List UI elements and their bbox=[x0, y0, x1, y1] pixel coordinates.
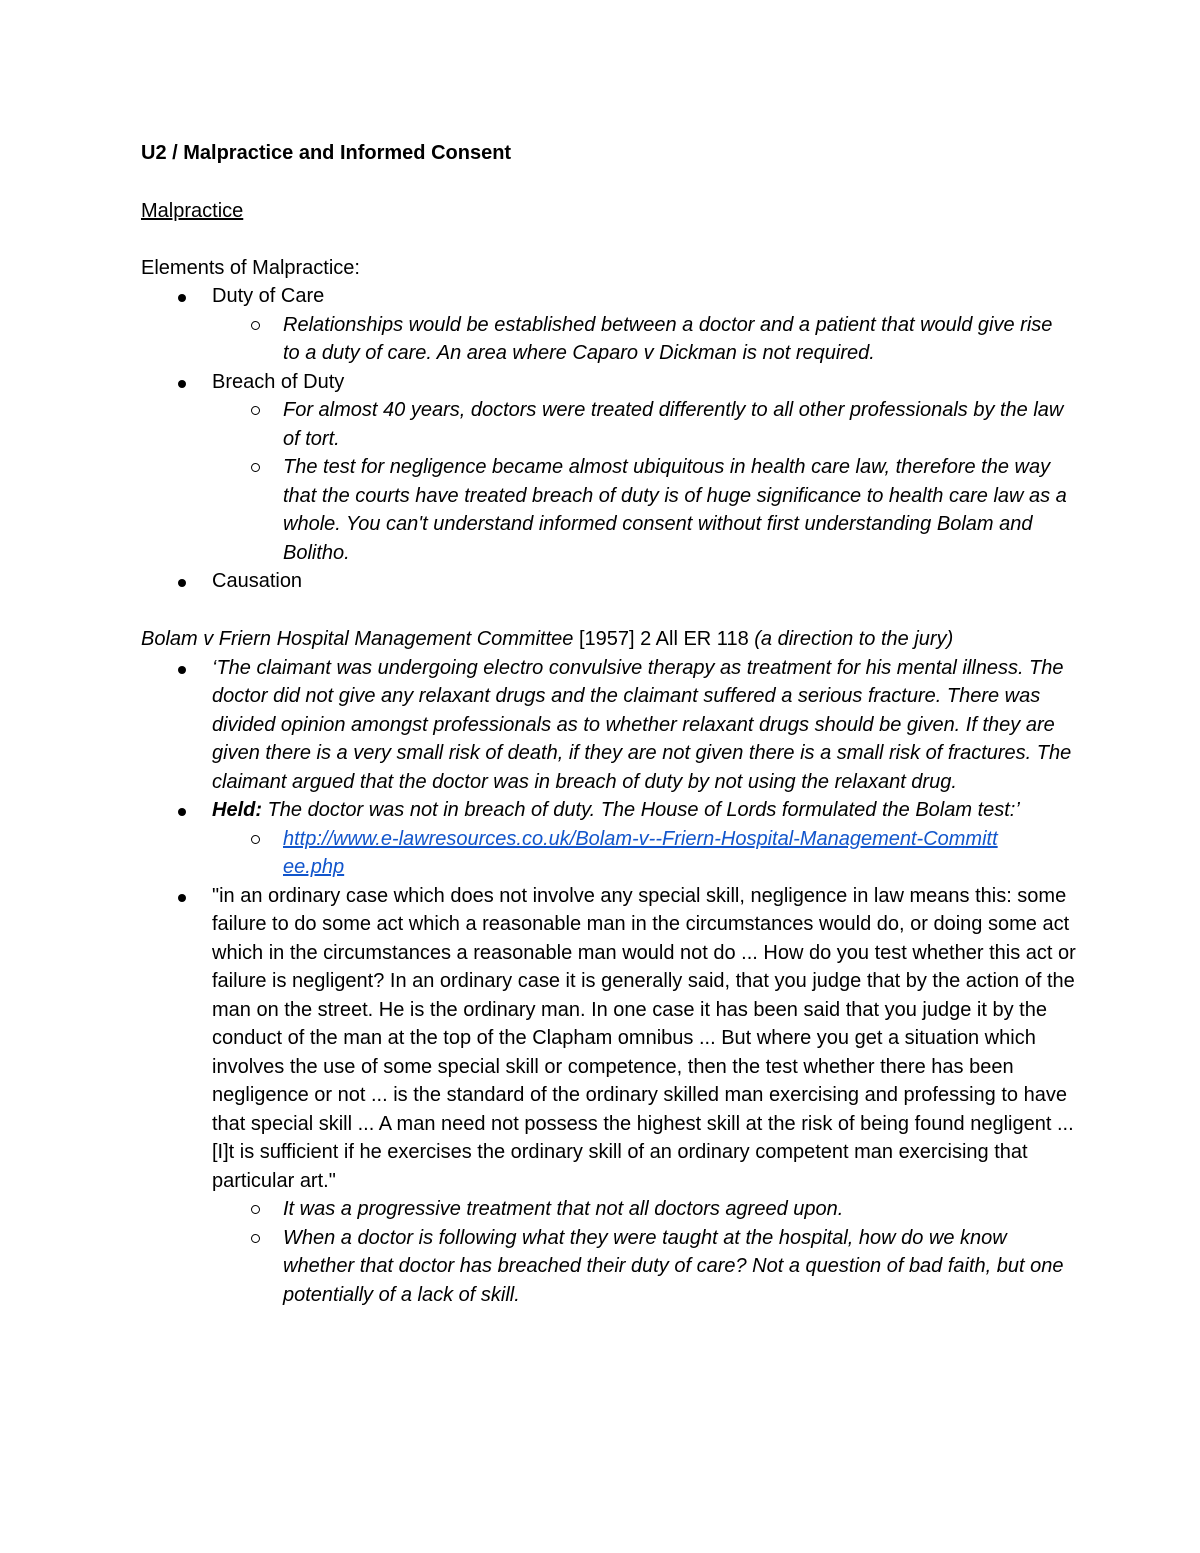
element-label: Breach of Duty bbox=[212, 370, 345, 393]
hollow-bullet-icon bbox=[251, 463, 260, 472]
hollow-bullet-icon bbox=[251, 1205, 260, 1214]
case-comment: It was a progressive treatment that not all doctors agreed upon. bbox=[283, 1198, 844, 1220]
list-item bbox=[141, 567, 1071, 596]
hollow-bullet-icon bbox=[251, 321, 260, 330]
case-section bbox=[141, 625, 1081, 1309]
case-name: Bolam v Friern Hospital Management Committee bbox=[141, 628, 574, 650]
hollow-bullet-icon bbox=[251, 1234, 260, 1243]
held-label: Held: bbox=[212, 799, 262, 821]
list-item bbox=[141, 882, 1081, 1196]
case-comment: When a doctor is following what they were taught at the hospital, how do we know whether that doctor has breached their duty of care? Not a question of bad faith, but one potentially of a lack of skill. bbox=[283, 1226, 1064, 1306]
case-citation: [1957] 2 All ER 118 bbox=[573, 628, 755, 650]
bullet-icon bbox=[178, 808, 186, 816]
element-note: For almost 40 years, doctors were treated differently to all other professionals by the law of tort. bbox=[283, 399, 1064, 450]
list-item bbox=[141, 1195, 1081, 1224]
list-item bbox=[141, 796, 1081, 825]
list-item bbox=[141, 654, 1081, 797]
list-item bbox=[141, 396, 1071, 453]
case-link[interactable]: http://www.e-lawresources.co.uk/Bolam-v--Friern-Hospital-Management-Committ ee.php bbox=[283, 827, 998, 878]
case-heading bbox=[141, 625, 1081, 654]
element-label: Causation bbox=[212, 570, 303, 592]
held-text: The doctor was not in breach of duty. The House of Lords formulated the Bolam test:’ bbox=[262, 799, 1020, 821]
list-item bbox=[141, 453, 1071, 567]
case-note: (a direction to the jury) bbox=[754, 628, 954, 650]
case-quote: "in an ordinary case which does not involve any special skill, negligence in law means this: some failure to do some act which a reasonable man in the circumstances would do, or doing some act which in the circumstances a reasonable man would not do ... How do you test whether this act or failure is negligent? In an ordinary case it is generally said, that you judge that by the action of the man on the street. He is the ordinary man. In one case it has been said that you judge it by the conduct of the man at the top of the Clapham omnibus ... But where you get a situation which involves the use of some special skill or competence, then the test whether there has been negligence or not ... is the standard of the ordinary skilled man exercising and professing to have that special skill ... A man need not possess the highest skill at the risk of being found negligent ... [I]t is sufficient if he exercises the ordinary skill of an ordinary competent man exercising that particular art." bbox=[212, 884, 1076, 1192]
case-facts: ‘The claimant was undergoing electro convulsive therapy as treatment for his mental illness. The doctor did not give any relaxant drugs and the claimant suffered a serious fracture. There was divided opinion amongst professionals as to whether relaxant drugs should be given. If they are given there is a very small risk of death, if they are not given there is a small risk of fractures. The claimant argued that the doctor was in breach of duty by not using the relaxant drug. bbox=[212, 656, 1072, 793]
list-item bbox=[141, 311, 1071, 368]
bullet-icon bbox=[178, 894, 186, 902]
bullet-icon bbox=[178, 579, 186, 587]
hollow-bullet-icon bbox=[251, 406, 260, 415]
section-heading: Malpractice bbox=[141, 200, 244, 222]
element-label: Duty of Care bbox=[212, 285, 325, 307]
page-title: U2 / Malpractice and Informed Consent bbox=[141, 142, 512, 164]
bullet-icon bbox=[178, 380, 186, 388]
elements-list bbox=[141, 282, 1071, 596]
element-note: Relationships would be established between a doctor and a patient that would give rise to a duty of care. An area where Caparo v Dickman is not required. bbox=[283, 313, 1053, 364]
list-item bbox=[141, 1224, 1081, 1310]
list-item bbox=[141, 825, 1081, 882]
elements-label: Elements of Malpractice: bbox=[141, 257, 360, 279]
list-item bbox=[141, 368, 1071, 397]
element-note: The test for negligence became almost ubiquitous in health care law, therefore the way that the courts have treated breach of duty is of huge significance to health care law as a whole. You can't understand informed consent without first understanding Bolam and Bolitho. bbox=[283, 456, 1067, 564]
bullet-icon bbox=[178, 294, 186, 302]
hollow-bullet-icon bbox=[251, 835, 260, 844]
bullet-icon bbox=[178, 666, 186, 674]
list-item bbox=[141, 282, 1071, 311]
